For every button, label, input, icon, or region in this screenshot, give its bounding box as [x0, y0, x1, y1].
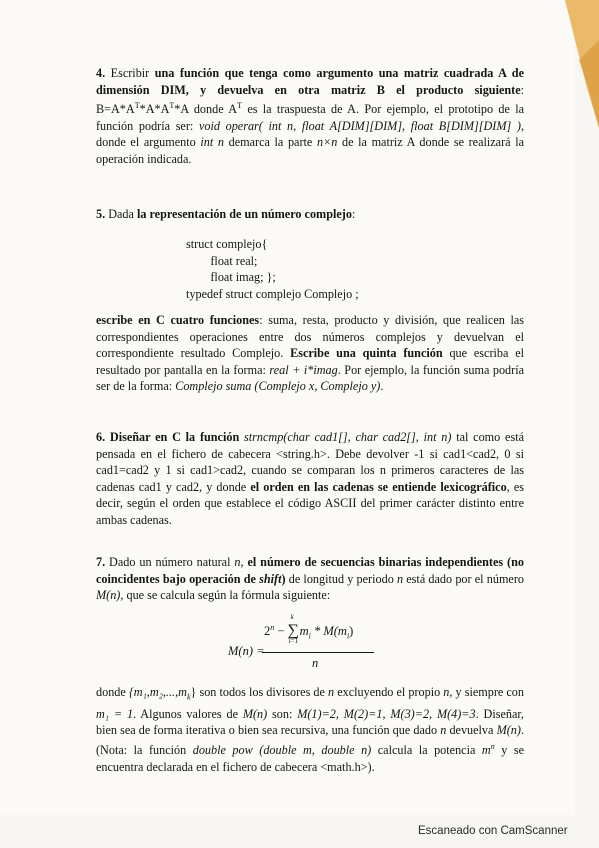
- exercise-5-body: escribe en C cuatro funciones: suma, resta, producto y división, que realicen las correspondientes operaciones entre dos números complejos y devuelvan el correspondiente resultado Complejo. Escribe una quinta función que escriba el resultado por pantalla en la forma: real + i*imag. Por ejemplo, la función suma podría ser de la forma: Complejo suma (Complejo x, Complejo y).: [96, 313, 525, 393]
- formula-lhs: M(n) =: [228, 644, 265, 658]
- exercise-5-heading: 5. Dada la representación de un número complejo:: [96, 207, 356, 221]
- code-line: struct complejo{: [186, 237, 268, 251]
- ex5-number: 5.: [96, 207, 106, 221]
- page-corner-tab: [559, 0, 599, 130]
- formula-denominator: n: [312, 656, 319, 670]
- fraction-bar: [262, 652, 374, 653]
- complex-struct-code: [186, 236, 359, 302]
- exercise-7-intro: 7. Dado un número natural n, el número de secuencias binarias independientes (no coincidentes bajo operación de shift) de longitud y periodo n está dado por el número M(n), que se calcula según la fórmula siguiente:: [96, 555, 524, 602]
- code-line: typedef struct complejo Complejo ;: [186, 286, 359, 301]
- formula-numerator: $2^n$ − k ∑ i=1 $m_i * M(m_i)$: [264, 613, 354, 645]
- ex4-prototype: void operar( int n, float A[DIM][DIM], float B[DIM][DIM] ): [198, 118, 521, 133]
- exercise-4: 4. Escribir una función que tenga como argumento una matriz cuadrada A de dimensión DIM, y devuelva en otra matriz B el producto siguiente: $B=A*A^T*A*A^T*A$ donde $A^T$ es la traspuesta de A. Por ejemplo, el prototipo de la función podría ser: void operar( int n, float A[DIM][DIM], float B[DIM][DIM] ), donde el argumento int n demarca la parte n×n de la matriz A donde se realizará la operación indicada.: [96, 66, 525, 166]
- ex6-number: 6.: [96, 430, 106, 444]
- scanner-watermark: Escaneado con CamScanner: [418, 825, 568, 837]
- ex4-number: 4.: [96, 66, 106, 80]
- formula-mn: [228, 613, 378, 670]
- ex7-number: 7.: [96, 555, 106, 569]
- exercise-7-body: donde $\{m_1,m_2,...,m_k\}$ son todos los divisores de n excluyendo el propio n, y siempre con m₁ = 1. Algunos valores de M(n) son: M(1)=2, M(2)=1, M(3)=2, M(4)=3. Diseñar, bien sea de forma iterativa o bien sea recursiva, una función que dado n devuelva M(n). (Nota: la función double pow (double m, double n) calcula la potencia $m^n$ y se encuentra declarada en el fichero de cabecera <math.h>).: [96, 685, 525, 774]
- code-line: float imag; };: [186, 270, 276, 284]
- exercise-6: 6. Diseñar en C la función strncmp(char cad1[], char cad2[], int n) tal como está pensada en el fichero de cabecera <string.h>. Debe devolver -1 si cad1<cad2, 0 si cad1=cad2 y 1 si cad1>cad2, cuando se comparan los n primeros caracteres de las cadenas cad1 y cad2, y donde el orden en las cadenas se entiende lexicográfico, es decir, según el orden que establece el código ASCII del primer carácter distinto entre ambas cadenas.: [96, 430, 524, 527]
- code-line: float real;: [186, 253, 258, 268]
